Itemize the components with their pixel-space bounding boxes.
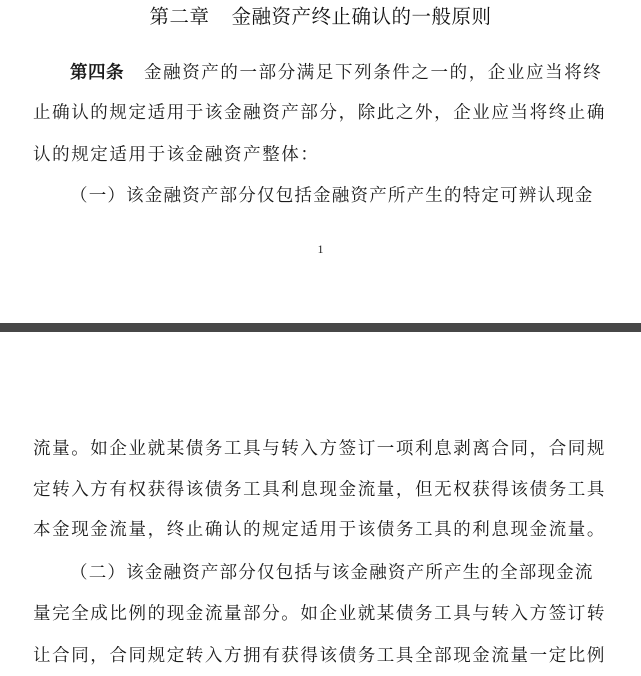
chapter-title	[0, 4, 641, 30]
list-item-line: （一）该金融资产部分仅包括金融资产所产生的特定可辨认现金	[70, 186, 594, 206]
paragraph-line: 让合同，合同规定转入方拥有获得该债务工具全部现金流量一定比例	[33, 646, 606, 666]
list-item-line: （二）该金融资产部分仅包括与该金融资产所产生的全部现金流	[70, 563, 594, 583]
paragraph-line: 量完全成比例的现金流量部分。如企业就某债务工具与转入方签订转	[33, 604, 606, 624]
paragraph-line: 本金现金流量，终止确认的规定适用于该债务工具的利息现金流量。	[33, 520, 606, 540]
article-first-line	[70, 62, 602, 84]
paragraph-line: 止确认的规定适用于该金融资产部分，除此之外，企业应当将终止确	[33, 103, 606, 123]
page-divider	[0, 323, 641, 332]
paragraph-text: 金融资产的一部分满足下列条件之一的，企业应当将终	[144, 63, 603, 83]
page-number: 1	[317, 242, 324, 256]
document-page-2	[0, 332, 641, 676]
paragraph-line: 流量。如企业就某债务工具与转入方签订一项利息剥离合同，合同规	[33, 439, 606, 459]
chapter-number: 第二章	[149, 5, 210, 28]
document-page-1	[0, 0, 641, 323]
paragraph-line: 认的规定适用于该金融资产整体：	[33, 145, 320, 165]
paragraph-line: 定转入方有权获得该债务工具利息现金流量，但无权获得该债务工具	[33, 480, 606, 500]
chapter-heading: 金融资产终止确认的一般原则	[231, 5, 492, 28]
article-label: 第四条	[70, 63, 124, 83]
